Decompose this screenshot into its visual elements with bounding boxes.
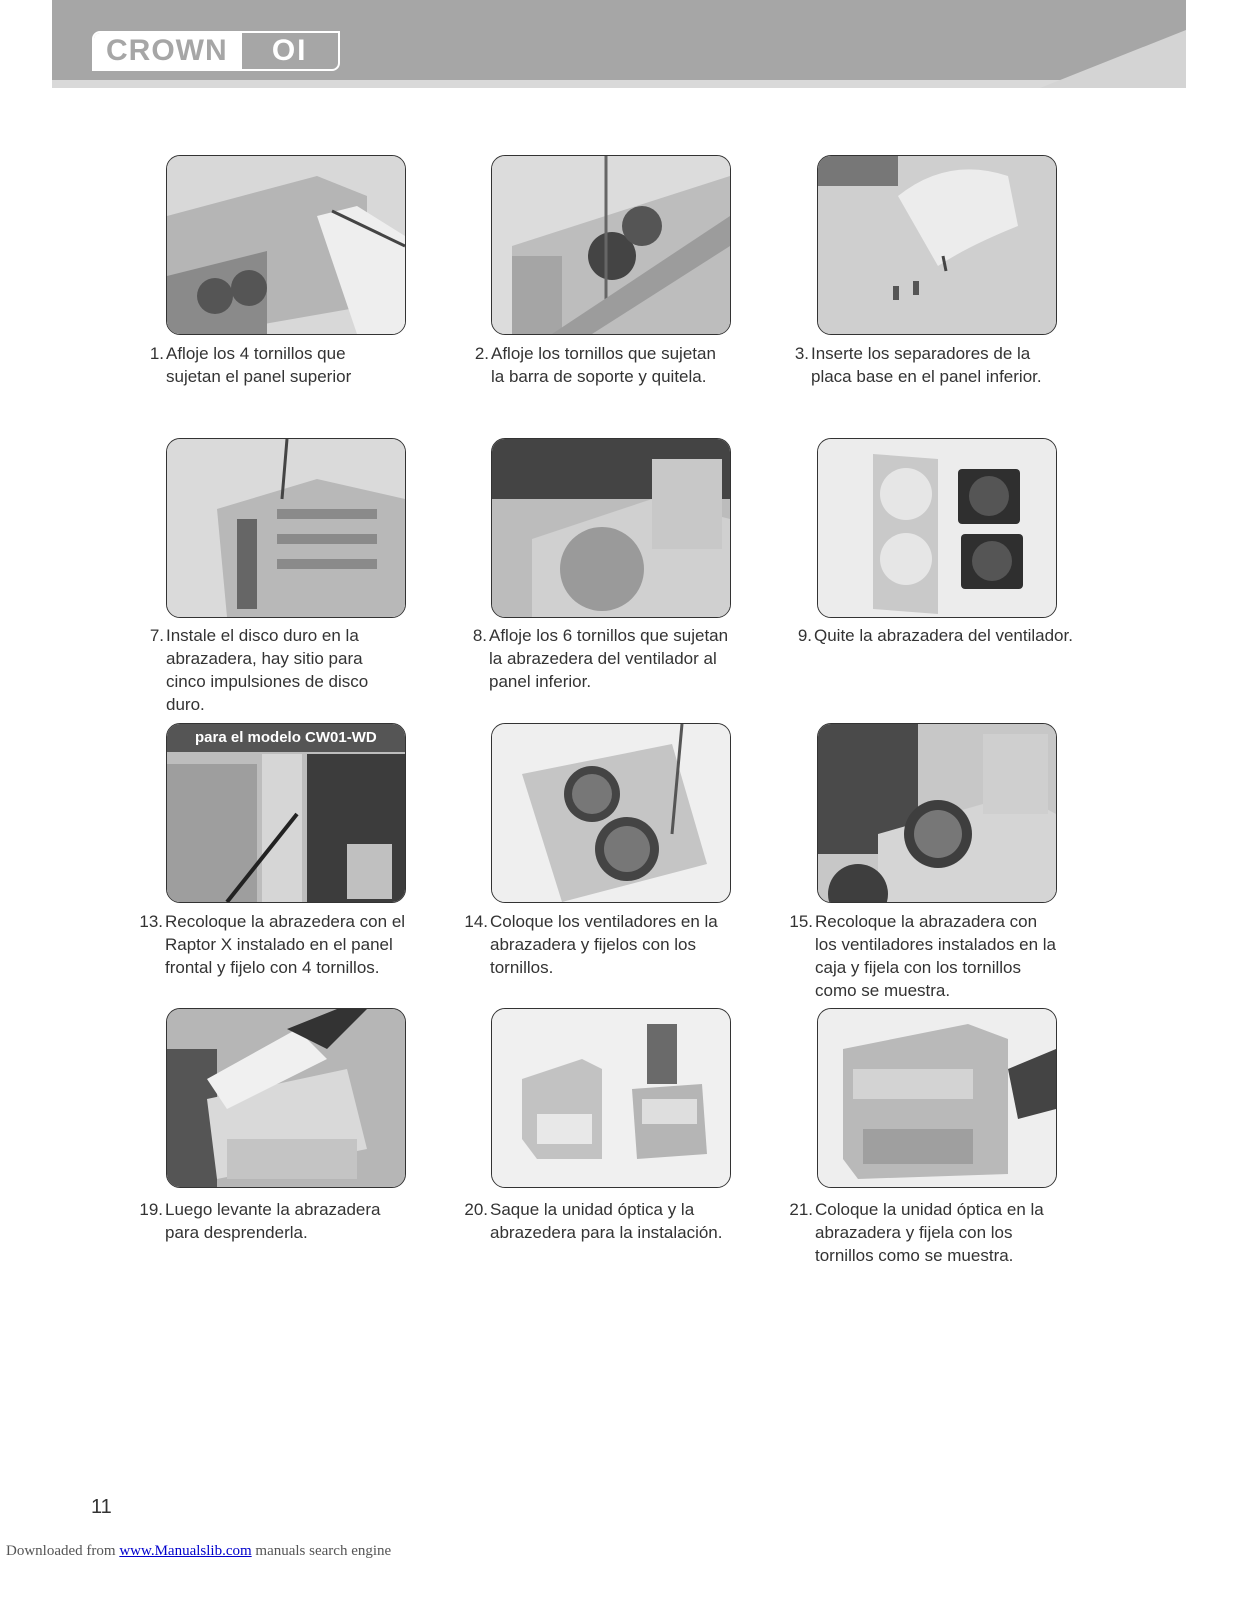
logo-number: OI (271, 34, 308, 67)
photo-step-20 (491, 1008, 731, 1188)
caption-line: duro. (166, 695, 205, 714)
caption-line: Raptor X instalado en el panel (165, 935, 393, 954)
photo-step-1 (166, 155, 406, 335)
step-number: 9. (797, 626, 812, 645)
caption-line: Recoloque la abrazedera con el (165, 912, 406, 931)
step-number: 3. (794, 344, 809, 363)
photo-step-2 (491, 155, 731, 335)
footer-prefix: Downloaded from (6, 1543, 120, 1559)
step-caption-9 (797, 624, 1073, 647)
caption-line: abrazedera para la instalación. (490, 1223, 723, 1242)
step-number: 15. (789, 912, 813, 931)
step-caption-13 (139, 910, 406, 979)
caption-line: Luego levante la abrazadera (165, 1200, 381, 1219)
step-number: 21. (789, 1200, 813, 1219)
caption-line: frontal y fijelo con 4 tornillos. (165, 958, 380, 977)
brand-logo (92, 31, 340, 71)
photo-step-7 (166, 438, 406, 618)
step-number: 13. (139, 912, 163, 931)
caption-line: Afloje los 6 tornillos que sujetan (489, 626, 729, 645)
caption-line: panel inferior. (489, 672, 592, 691)
caption-line: la abrazedera del ventilador al (489, 649, 717, 668)
caption-line: Afloje los 4 tornillos que (166, 344, 346, 363)
step-number: 1. (149, 344, 164, 363)
photo-step-19 (166, 1008, 406, 1188)
photo-step-15 (817, 723, 1057, 903)
caption-line: cinco impulsiones de disco (166, 672, 369, 691)
caption-line: la barra de soporte y quitela. (491, 367, 707, 386)
caption-line: tornillos como se muestra. (815, 1246, 1014, 1265)
step-caption-15 (789, 910, 1056, 1002)
caption-line: abrazadera y fijela con los (815, 1223, 1013, 1242)
caption-line: caja y fijela con los tornillos (815, 958, 1021, 977)
caption-line: abrazadera, hay sitio para (166, 649, 363, 668)
caption-line: placa base en el panel inferior. (811, 367, 1042, 386)
model-banner: para el modelo CW01-WD (167, 724, 405, 752)
caption-line: Inserte los separadores de la (811, 344, 1031, 363)
step-number: 2. (474, 344, 489, 363)
page-number: 11 (91, 1496, 112, 1518)
caption-line: abrazadera y fijelos con los (490, 935, 697, 954)
step-caption-21 (789, 1198, 1044, 1267)
step-caption-3 (794, 342, 1042, 388)
manualslib-link[interactable]: www.Manualslib.com (119, 1543, 252, 1559)
header-underline (52, 80, 1186, 88)
caption-line: Coloque los ventiladores en la (490, 912, 718, 931)
step-caption-1 (149, 342, 352, 388)
caption-line: tornillos. (490, 958, 554, 977)
step-number: 19. (139, 1200, 163, 1219)
step-number: 8. (472, 626, 487, 645)
step-number: 20. (464, 1200, 488, 1219)
step-caption-7 (149, 624, 369, 716)
step-caption-20 (464, 1198, 723, 1244)
caption-line: los ventiladores instalados en la (815, 935, 1056, 954)
photo-step-3 (817, 155, 1057, 335)
logo-word: CROWN (94, 33, 242, 69)
caption-line: Coloque la unidad óptica en la (815, 1200, 1044, 1219)
caption-line: Instale el disco duro en la (166, 626, 359, 645)
photo-step-9 (817, 438, 1057, 618)
step-number: 7. (149, 626, 164, 645)
footer-suffix: manuals search engine (251, 1543, 392, 1559)
step-caption-8 (472, 624, 729, 693)
photo-step-14 (491, 723, 731, 903)
step-caption-14 (464, 910, 718, 979)
photo-step-21 (817, 1008, 1057, 1188)
caption-line: como se muestra. (815, 981, 951, 1000)
photo-step-8 (491, 438, 731, 618)
caption-line: Recoloque la abrazadera con (815, 912, 1038, 931)
caption-line: Afloje los tornillos que sujetan (491, 344, 716, 363)
caption-line: para desprenderla. (165, 1223, 308, 1242)
step-caption-2 (474, 342, 716, 388)
photo-step-13 (166, 723, 406, 903)
step-number: 14. (464, 912, 488, 931)
caption-line: Quite la abrazadera del ventilador. (814, 626, 1073, 645)
step-caption-19 (139, 1198, 381, 1244)
download-footer (6, 1543, 391, 1560)
caption-line: sujetan el panel superior (166, 367, 352, 386)
caption-line: Saque la unidad óptica y la (490, 1200, 695, 1219)
